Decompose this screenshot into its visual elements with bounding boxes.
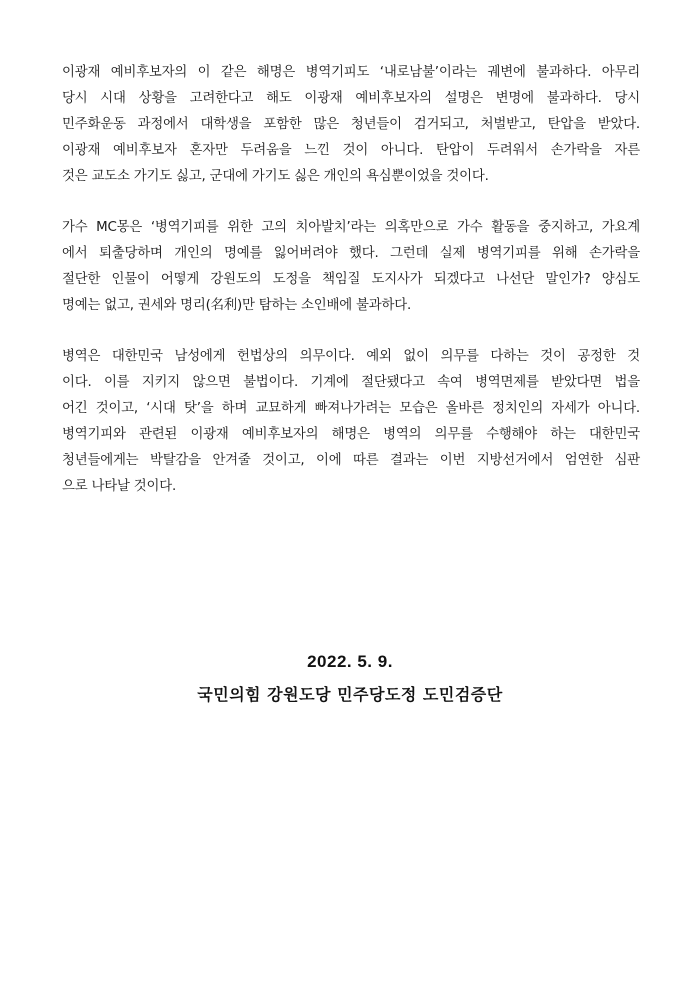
issuer-signature: 국민의힘 강원도당 민주당도정 도민검증단	[197, 685, 503, 704]
text-line: 병역은 대한민국 남성에게 헌법상의 의무이다. 예외 없이 의무를 다하는 것이 공정한 것	[62, 349, 640, 364]
paragraph-3	[62, 344, 640, 500]
text-line: 어긴 것이고, ‘시대 탓’을 하며 교묘하게 빠져나가려는 모습은 올바른 정치인의 자세가 아니다.	[62, 401, 640, 416]
paragraph-1	[62, 60, 640, 190]
text-line: 민주화운동 과정에서 대학생을 포함한 많은 청년들이 검거되고, 처벌받고, 탄압을 받았다.	[62, 117, 640, 132]
text-line: 청년들에게는 박탈감을 안겨줄 것이고, 이에 따른 결과는 이번 지방선거에서 엄연한 심판	[62, 453, 640, 468]
text-line: 가수 MC몽은 ‘병역기피를 위한 고의 치아발치’라는 의혹만으로 가수 활동을 중지하고, 가요계	[62, 220, 640, 235]
text-line: 이광재 예비후보자의 이 같은 해명은 병역기피도 ‘내로남불’이라는 궤변에 불과하다. 아무리	[62, 65, 640, 80]
text-line: 명예는 없고, 권세와 명리(名利)만 탐하는 소인배에 불과하다.	[62, 298, 412, 313]
text-line: 에서 퇴출당하며 개인의 명예를 잃어버려야 했다. 그런데 실제 병역기피를 위해 손가락을	[62, 246, 640, 261]
text-line: 절단한 인물이 어떻게 강원도의 도정을 책임질 도지사가 되겠다고 나선단 말인가? 양심도	[62, 272, 640, 287]
issue-date: 2022. 5. 9.	[307, 652, 393, 671]
text-line: 것은 교도소 가기도 싫고, 군대에 가기도 싫은 개인의 욕심뿐이었을 것이다.	[62, 169, 489, 184]
paragraph-2	[62, 215, 640, 319]
text-line: 으로 나타날 것이다.	[62, 479, 177, 494]
text-line: 이광재 예비후보자 혼자만 두려움을 느낀 것이 아니다. 탄압이 두려워서 손가락을 자른	[62, 143, 640, 158]
text-line: 당시 시대 상황을 고려한다고 해도 이광재 예비후보자의 설명은 변명에 불과하다. 당시	[62, 91, 640, 106]
text-line: 병역기피와 관련된 이광재 예비후보자의 해명은 병역의 의무를 수행해야 하는 대한민국	[62, 427, 640, 442]
statement-body	[62, 60, 640, 525]
text-line: 이다. 이를 지키지 않으면 불법이다. 기계에 절단됐다고 속여 병역면제를 받았다면 법을	[62, 375, 640, 390]
